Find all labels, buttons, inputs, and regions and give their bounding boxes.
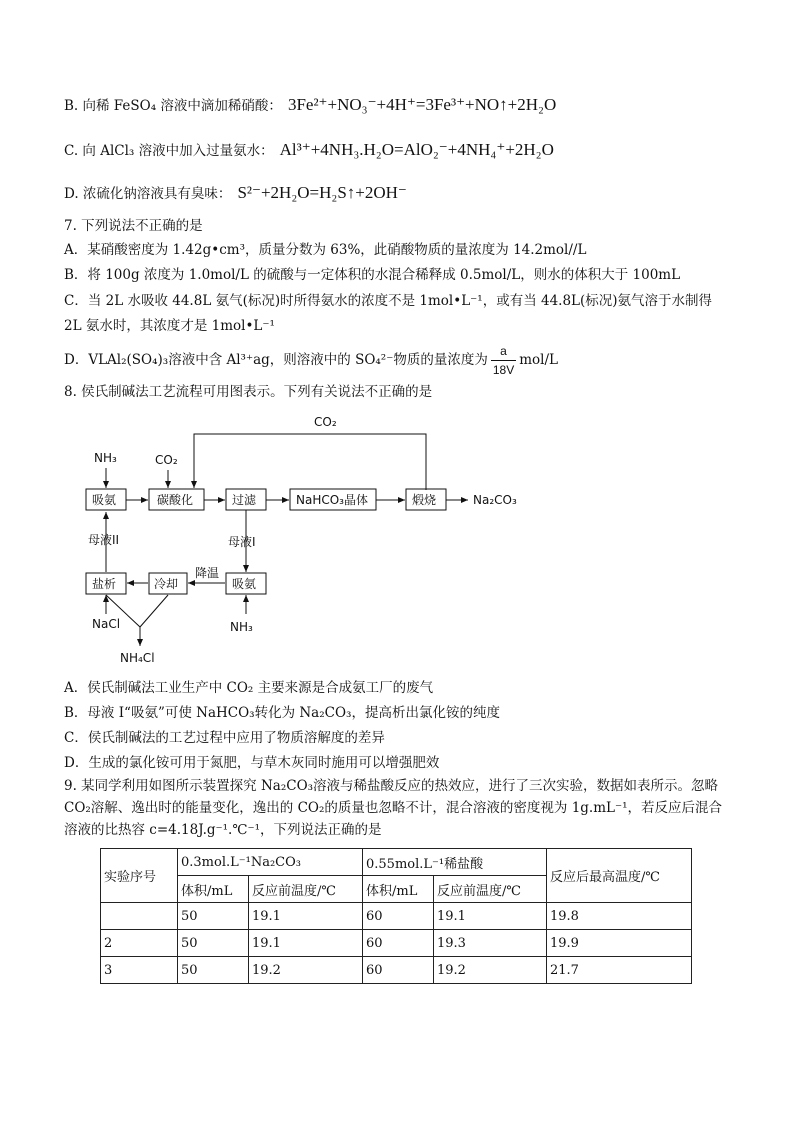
label-nh3-input-2: NH₃ bbox=[230, 620, 253, 634]
q6-option-d-equation: S²⁻+2H₂O=H₂S↑+2OH⁻ bbox=[237, 183, 407, 202]
header-volume-1: 体积/mL bbox=[178, 876, 249, 903]
box-calcination-label: 煅烧 bbox=[412, 493, 437, 507]
header-volume-2: 体积/mL bbox=[363, 876, 434, 903]
table-cell: 50 bbox=[178, 957, 249, 984]
box-cooling-label: 冷却 bbox=[154, 577, 179, 591]
header-experiment-number: 实验序号 bbox=[101, 849, 178, 903]
q9-stem: 9. 某同学利用如图所示装置探究 Na₂CO₃溶液与稀盐酸反应的热效应，进行了三次实验，数据如表所示。忽略 CO₂溶解、逸出时的能量变化，逸出的 CO₂的质量也忽略不计，混合溶液的密度视为 1g.mL⁻¹，若反应后混合溶液的比热容 c=4.18J.g⁻¹.℃⁻¹，下列说法正确的是 bbox=[64, 778, 723, 838]
q6-option-b-equation: 3Fe²⁺+NO₃⁻+4H⁺=3Fe³⁺+NO↑+2H₂O bbox=[287, 95, 557, 114]
q6-option-b bbox=[64, 96, 556, 115]
table-cell: 19.1 bbox=[434, 903, 547, 930]
q6-option-c-equation: Al³⁺+4NH₃.H₂O=AlO₂⁻+4NH₄⁺+2H₂O bbox=[279, 140, 554, 159]
q6-option-b-text: B. 向稀 FeSO₄ 溶液中滴加稀硝酸： bbox=[64, 98, 282, 114]
q8-option-a: A．侯氏制碱法工业生产中 CO₂ 主要来源是合成氨工厂的废气 bbox=[64, 680, 434, 696]
header-max-temperature: 反应后最高温度/℃ bbox=[547, 849, 692, 903]
q9-data-table bbox=[100, 848, 692, 984]
table-cell bbox=[101, 903, 178, 930]
label-co2-input: CO₂ bbox=[155, 453, 178, 467]
hou-process-flow-diagram bbox=[78, 404, 548, 669]
table-cell: 3 bbox=[101, 957, 178, 984]
label-nacl-input: NaCl bbox=[92, 617, 121, 631]
header-na2co3-solution: 0.3mol.L⁻¹Na₂CO₃ bbox=[178, 849, 363, 876]
q8-stem: 8. 侯氏制碱法工艺流程可用图表示。下列有关说法不正确的是 bbox=[64, 384, 433, 400]
label-co2-recycle: CO₂ bbox=[314, 415, 337, 429]
q7-option-d-prefix: D．VLAl₂(SO₄)₃溶液中含 Al³⁺ag，则溶液中的 SO₄²⁻物质的量浓度为 bbox=[64, 352, 488, 368]
table-cell: 60 bbox=[363, 930, 434, 957]
header-dilute-hcl: 0.55mol.L⁻¹稀盐酸 bbox=[363, 849, 547, 876]
table-row bbox=[101, 957, 692, 984]
table-cell: 19.3 bbox=[434, 930, 547, 957]
table-cell: 19.8 bbox=[547, 903, 692, 930]
table-cell: 2 bbox=[101, 930, 178, 957]
label-mother-liquor-2: 母液II bbox=[88, 533, 120, 547]
table-cell: 60 bbox=[363, 957, 434, 984]
header-temp-before-2: 反应前温度/℃ bbox=[434, 876, 547, 903]
q8-option-c: C．侯氏制碱法的工艺过程中应用了物质溶解度的差异 bbox=[64, 730, 385, 746]
box-carbonation-label: 碳酸化 bbox=[157, 493, 194, 507]
table-cell: 60 bbox=[363, 903, 434, 930]
q6-option-c bbox=[64, 141, 554, 160]
line-nh4cl-right bbox=[140, 595, 168, 627]
table-cell: 19.1 bbox=[249, 930, 363, 957]
box-absorb-ammonia-label: 吸氨 bbox=[92, 493, 117, 507]
label-na2co3-output: Na₂CO₃ bbox=[473, 493, 517, 507]
q7-option-c-line2: 2L 氨水时，其浓度才是 1mol•L⁻¹ bbox=[64, 318, 275, 334]
fraction-denominator: 18V bbox=[492, 363, 515, 377]
q7-option-d-unit: mol/L bbox=[519, 352, 558, 368]
table-row bbox=[101, 903, 692, 930]
q8-option-b: B．母液 I“吸氨”可使 NaHCO₃转化为 Na₂CO₃，提高析出氯化铵的纯度 bbox=[64, 705, 500, 721]
fraction-numerator: a bbox=[500, 344, 507, 358]
q6-option-d bbox=[64, 184, 407, 203]
box-filtration-label: 过滤 bbox=[232, 493, 257, 507]
q6-option-c-text: C. 向 AlCl₃ 溶液中加入过量氨水： bbox=[64, 143, 274, 159]
q7-option-a: A．某硝酸密度为 1.42g•cm³，质量分数为 63%，此硝酸物质的量浓度为 14.2mol//L bbox=[64, 242, 587, 258]
label-nh4cl-output: NH₄Cl bbox=[120, 651, 155, 665]
table-cell: 50 bbox=[178, 903, 249, 930]
q7-option-c-line1: C．当 2L 水吸收 44.8L 氨气(标况)时所得氨水的浓度不是 1mol•L⁻¹，或有当 44.8L(标况)氨气溶于水制得 bbox=[64, 293, 713, 309]
table-cell: 19.9 bbox=[547, 930, 692, 957]
q7-option-b: B．将 100g 浓度为 1.0mol/L 的硫酸与一定体积的水混合稀释成 0.5mol/L，则水的体积大于 100mL bbox=[64, 267, 681, 283]
q8-option-d: D．生成的氯化铵可用于氮肥，与草木灰同时施用可以增强肥效 bbox=[64, 755, 440, 771]
table-cell: 19.2 bbox=[434, 957, 547, 984]
label-cooling-down: 降温 bbox=[195, 566, 220, 580]
box-nahco3-crystal-label: NaHCO₃晶体 bbox=[296, 493, 368, 507]
label-mother-liquor-1: 母液I bbox=[228, 535, 256, 549]
table-cell: 19.2 bbox=[249, 957, 363, 984]
q7-stem: 7. 下列说法不正确的是 bbox=[64, 218, 203, 234]
table-cell: 21.7 bbox=[547, 957, 692, 984]
box-absorb-ammonia-2-label: 吸氨 bbox=[232, 577, 257, 591]
q7-option-d-fraction bbox=[491, 342, 516, 379]
box-salting-out-label: 盐析 bbox=[92, 577, 117, 591]
table-row bbox=[101, 930, 692, 957]
table-header-row-1 bbox=[101, 849, 692, 876]
label-nh3-input: NH₃ bbox=[94, 451, 117, 465]
q6-option-d-text: D. 浓硫化钠溶液具有臭味： bbox=[64, 186, 232, 202]
header-temp-before-1: 反应前温度/℃ bbox=[249, 876, 363, 903]
table-cell: 19.1 bbox=[249, 903, 363, 930]
q7-option-d bbox=[64, 342, 558, 379]
table-cell: 50 bbox=[178, 930, 249, 957]
arrow-co2-recycle bbox=[194, 434, 426, 490]
